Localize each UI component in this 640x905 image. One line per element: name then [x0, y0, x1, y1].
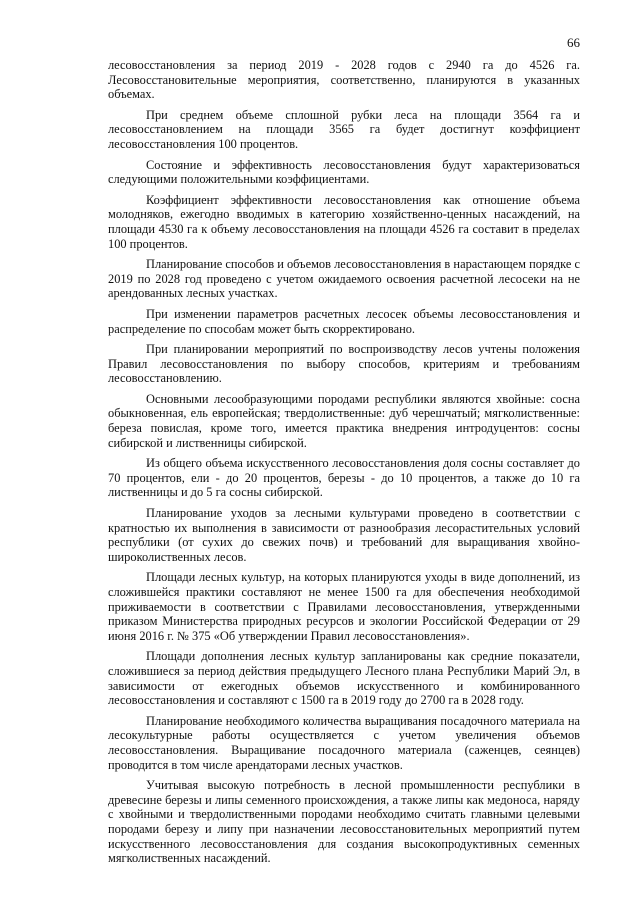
paragraph: Из общего объема искусственного лесовосстановления доля сосны составляет до 70 процентов, ели - до 20 процентов, березы - до 10 процентов, а также до 10 га лиственницы и до 5 га сосны сибирской.	[108, 456, 580, 500]
paragraph: Планирование способов и объемов лесовосстановления в нарастающем порядке с 2019 по 2028 год проведено с учетом ожидаемого освоения расчетной лесосеки на не арендованных лесных участках.	[108, 257, 580, 301]
paragraph: Основными лесообразующими породами республики являются хвойные: сосна обыкновенная, ель европейская; твердолиственные: дуб черешчатый; мягколиственные: береза повислая, кроме того, имеется практика внедрения интродуцентов: сосны сибирской и лиственницы сибирской.	[108, 391, 580, 450]
paragraph: Коэффициент эффективности лесовосстановления как отношение объема молодняков, ежегодно вводимых в категорию хозяйственно-ценных насаждений, на площади 4530 га к объему лесовосстановления на площади 4526 га составит в пределах 100 процентов.	[108, 192, 580, 251]
paragraph-continuation: лесовосстановления за период 2019 - 2028 годов с 2940 га до 4526 га. Лесовосстановительные мероприятия, соответственно, планируются в указанных объемах.	[108, 58, 580, 102]
paragraph: При изменении параметров расчетных лесосек объемы лесовосстановления и распределение по способам может быть скорректировано.	[108, 306, 580, 336]
paragraph: Площади дополнения лесных культур запланированы как средние показатели, сложившиеся за период действия предыдущего Лесного плана Республики Марий Эл, в зависимости от ежегодных объемов искусственного и комбинированного лесовосстановления и составляют с 1500 га в 2019 году до 2700 га в 2028 году.	[108, 649, 580, 708]
paragraph: Состояние и эффективность лесовосстановления будут характеризоваться следующими положительными коэффициентами.	[108, 157, 580, 187]
paragraph: Планирование уходов за лесными культурами проведено в соответствии с кратностью их выполнения в зависимости от разнообразия лесорастительных условий республики (от сухих до свежих почв) и требований для выращивания хвойно-широколиственных лесов.	[108, 506, 580, 564]
paragraph: Площади лесных культур, на которых планируются уходы в виде дополнений, из сложившейся практики составляют не менее 1500 га для обеспечения необходимой приживаемости в соответствии с Правилами лесовосстановления, утвержденными приказом Министерства природных ресурсов и экологии Российской Федерации от 29 июня 2016 г. № 375 «Об утверждении Правил лесовосстановления».	[108, 570, 580, 643]
paragraph: Планирование необходимого количества выращивания посадочного материала на лесокультурные работы осуществляется с учетом увеличения объемов лесовосстановления. Выращивание посадочного материала (саженцев, сеянцев) проводится в том числе арендаторами лесных участков.	[108, 713, 580, 772]
paragraph: При среднем объеме сплошной рубки леса на площади 3564 га и лесовосстановлением на площади 3565 га будет достигнут коэффициент лесовосстановления 100 процентов.	[108, 107, 580, 151]
body-text	[108, 58, 580, 872]
paragraph: Учитывая высокую потребность в лесной промышленности республики в древесине березы и липы семенного происхождения, а также липы как медоноса, наряду с хвойными и твердолиственными породами необходимо считать главными целевыми породами березу и липу при назначении лесовосстановительных мероприятий путем искусственного лесовосстановления для создания высокопродуктивных семенных мягколиственных насаждений.	[108, 778, 580, 866]
page-number: 66	[567, 35, 580, 50]
paragraph: При планировании мероприятий по воспроизводству лесов учтены положения Правил лесовосстановления по выбору способов, критериям и требованиям лесовосстановлению.	[108, 342, 580, 386]
